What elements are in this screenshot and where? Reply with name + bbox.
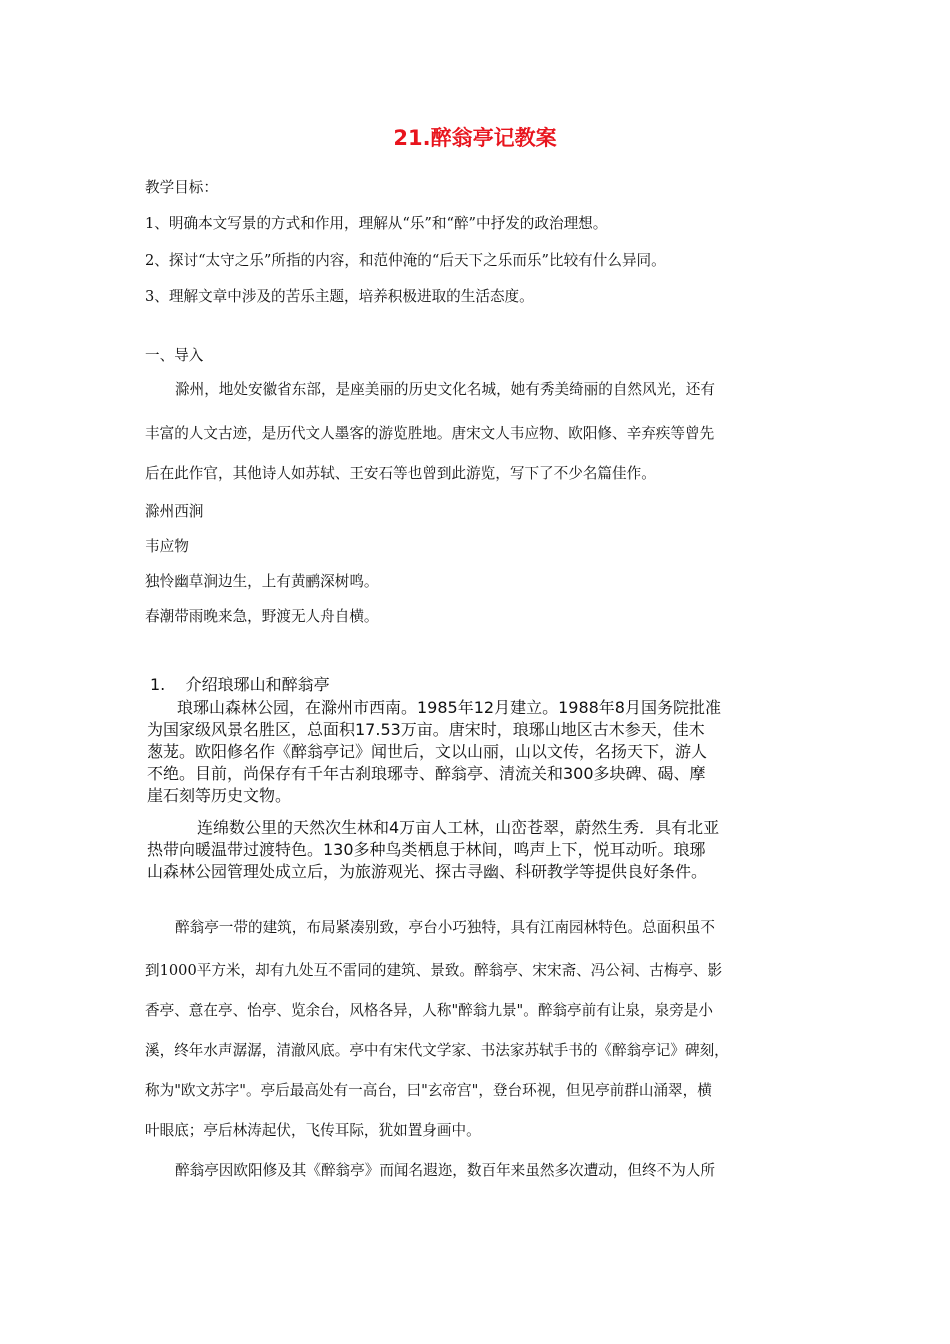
intro-para-line: 滁州，地处安徽省东部，是座美丽的历史文化名城，她有秀美绮丽的自然风光，还有 bbox=[175, 381, 715, 398]
goal-item: 1、明确本文写景的方式和作用，理解从“乐”和“醉”中抒发的政治理想。 bbox=[145, 215, 608, 232]
goal-item: 2、探讨“太守之乐”所指的内容，和范仲淹的“后天下之乐而乐”比较有什么异同。 bbox=[145, 252, 666, 269]
section-para-line: 葱茏。欧阳修名作《醉翁亭记》闻世后，文以山丽，山以文传，名扬天下，游人 bbox=[147, 742, 708, 761]
goal-item: 3、理解文章中涉及的苦乐主题，培养积极进取的生活态度。 bbox=[145, 288, 534, 305]
section-para-line: 热带向暖温带过渡特色。130多种鸟类栖息于林间，鸣声上下，悦耳动听。琅琊 bbox=[147, 840, 706, 859]
goals-heading: 教学目标： bbox=[145, 179, 218, 196]
intro-para-line: 后在此作官，其他诗人如苏轼、王安石等也曾到此游览，写下了不少名篇佳作。 bbox=[145, 465, 656, 482]
section-para bbox=[147, 817, 807, 883]
section-heading: 1. 介绍琅琊山和醉翁亭 bbox=[150, 675, 330, 694]
pavilion-para-line: 醉翁亭一带的建筑，布局紧凑别致，亭台小巧独特，具有江南园林特色。总面积虽不 bbox=[175, 919, 715, 936]
section-para-line: 不绝。目前，尚保存有千年古刹琅琊寺、醉翁亭、清流关和300多块碑、碣、摩 bbox=[147, 764, 706, 783]
section-para-line: 为国家级风景名胜区，总面积17.53万亩。唐宋时，琅琊山地区古木参天，佳木 bbox=[147, 720, 705, 739]
pavilion-para-line: 称为"欧文苏字"。亭后最高处有一高台，曰"玄帝宫"，登台环视，但见亭前群山涌翠，横 bbox=[145, 1082, 712, 1099]
section-para bbox=[147, 697, 807, 807]
intro-heading: 一、导入 bbox=[145, 347, 204, 364]
poem-title: 滁州西涧 bbox=[145, 503, 204, 520]
document-title: 21.醉翁亭记教案 bbox=[393, 126, 557, 150]
section-para-line: 山森林公园管理处成立后，为旅游观光、探古寻幽、科研教学等提供良好条件。 bbox=[147, 862, 708, 881]
pavilion-para-line: 叶眼底；亭后林涛起伏，飞传耳际，犹如置身画中。 bbox=[145, 1122, 481, 1139]
poem-author: 韦应物 bbox=[145, 538, 189, 555]
section-para-line: 连绵数公里的天然次生林和4万亩人工林，山峦苍翠，蔚然生秀．具有北亚 bbox=[197, 818, 720, 837]
section-para-line: 琅琊山森林公园，在滁州市西南。1985年12月建立。1988年8月国务院批准 bbox=[177, 698, 721, 717]
poem-line: 独怜幽草涧边生，上有黄鹂深树鸣。 bbox=[145, 573, 379, 590]
pavilion-para-line: 醉翁亭因欧阳修及其《醉翁亭》而闻名遐迩，数百年来虽然多次遭动，但终不为人所 bbox=[175, 1162, 715, 1179]
poem-line: 春潮带雨晚来急，野渡无人舟自横。 bbox=[145, 608, 379, 625]
pavilion-para-line: 溪，终年水声潺潺，清澈风底。亭中有宋代文学家、书法家苏轼手书的《醉翁亭记》碑刻， bbox=[145, 1042, 729, 1059]
pavilion-para-line: 到1000平方米，却有九处互不雷同的建筑、景致。醉翁亭、宋宋斋、冯公祠、古梅亭、影 bbox=[145, 962, 723, 979]
section-para-line: 崖石刻等历史文物。 bbox=[147, 786, 292, 805]
pavilion-para-line: 香亭、意在亭、怡亭、览余台，风格各异，人称"醉翁九景"。醉翁亭前有让泉，泉旁是小 bbox=[145, 1002, 713, 1019]
intro-para-line: 丰富的人文古迹，是历代文人墨客的游览胜地。唐宋文人韦应物、欧阳修、辛弃疾等曾先 bbox=[145, 425, 715, 442]
